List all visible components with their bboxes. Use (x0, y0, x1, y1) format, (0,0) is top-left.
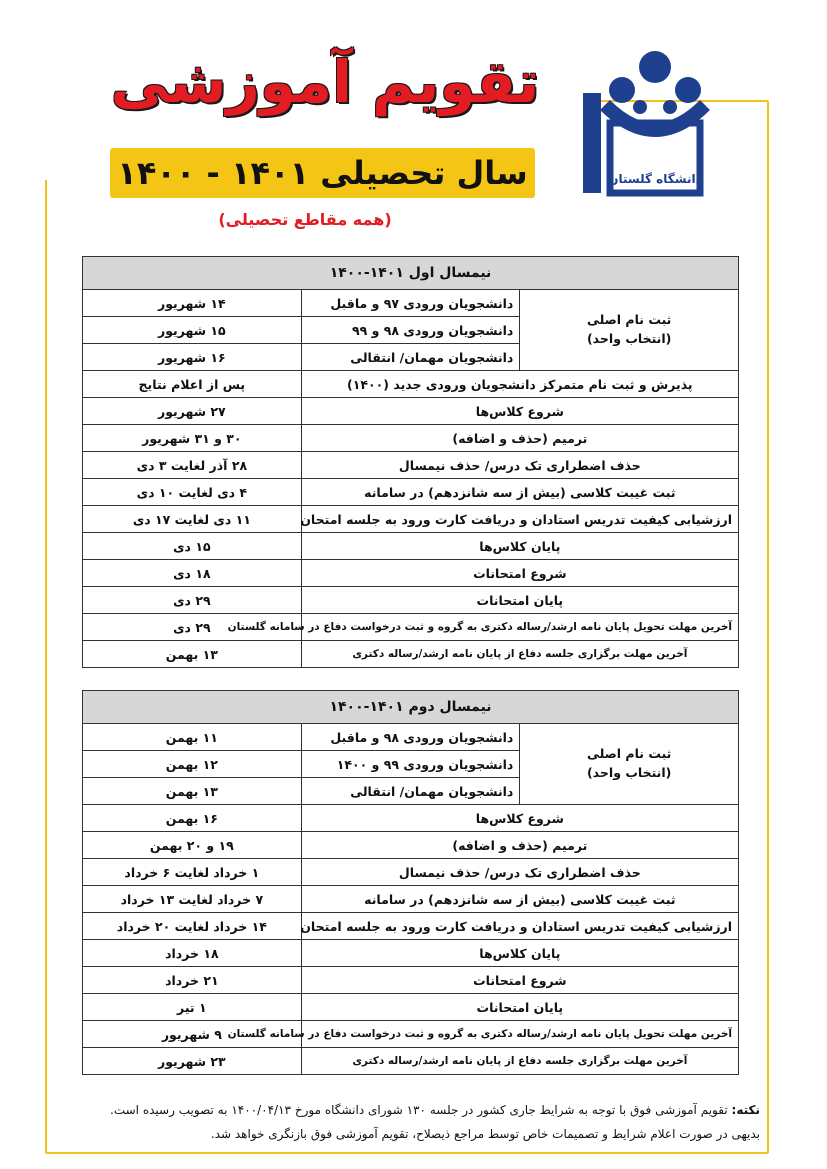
date-cell: ۴ دی لغایت ۱۰ دی (83, 479, 302, 506)
date-cell: ۱۲ بهمن (83, 751, 302, 778)
date-cell: ۱ خرداد لغایت ۶ خرداد (83, 859, 302, 886)
date-cell: ۱۴ شهریور (83, 290, 302, 317)
activity-cell: پایان امتحانات (301, 587, 738, 614)
date-cell: ۷ خرداد لغایت ۱۳ خرداد (83, 886, 302, 913)
table-row (83, 940, 739, 967)
table-row (83, 479, 739, 506)
activity-cell: ثبت غیبت کلاسی (بیش از سه شانزدهم) در سامانه (301, 886, 738, 913)
date-cell: ۱۶ شهریور (83, 344, 302, 371)
table-row (83, 859, 739, 886)
date-cell: ۱۹ و ۲۰ بهمن (83, 832, 302, 859)
activity-cell: دانشجویان مهمان/ انتقالی (301, 778, 520, 805)
date-cell: ۲۷ شهریور (83, 398, 302, 425)
table-row (83, 614, 739, 641)
note-label: نکته: (731, 1103, 760, 1117)
activity-cell: شروع کلاس‌ها (301, 805, 738, 832)
date-cell: ۱۱ دی لغایت ۱۷ دی (83, 506, 302, 533)
table-row (83, 994, 739, 1021)
activity-cell: شروع کلاس‌ها (301, 398, 738, 425)
registration-label: ثبت نام اصلی (انتخاب واحد) (520, 724, 739, 805)
activity-cell: دانشجویان مهمان/ انتقالی (301, 344, 520, 371)
date-cell: ۱۳ بهمن (83, 641, 302, 668)
registration-label: ثبت نام اصلی (انتخاب واحد) (520, 290, 739, 371)
activity-cell: دانشجویان ورودی ۹۸ و ماقبل (301, 724, 520, 751)
academic-year-banner: سال تحصیلی ۱۴۰۱ - ۱۴۰۰ (110, 148, 535, 198)
activity-cell: ترمیم (حذف و اضافه) (301, 425, 738, 452)
activity-cell: حذف اضطراری تک درس/ حذف نیمسال (301, 452, 738, 479)
table-row (83, 724, 739, 751)
table-row (83, 913, 739, 940)
date-cell: ۲۹ دی (83, 587, 302, 614)
table-row (83, 371, 739, 398)
semester-2-title: نیمسال دوم ۱۴۰۱-۱۴۰۰ (83, 691, 739, 724)
date-cell: ۲۳ شهریور (83, 1048, 302, 1075)
table-row (83, 425, 739, 452)
footnote (110, 1098, 760, 1146)
university-logo (580, 45, 730, 195)
date-cell: ۱۸ دی (83, 560, 302, 587)
activity-cell: پایان کلاس‌ها (301, 533, 738, 560)
activity-cell: آخرین مهلت برگزاری جلسه دفاع از پایان نامه ارشد/رساله دکتری (301, 1048, 738, 1075)
table-row (83, 1048, 739, 1075)
date-cell: پس از اعلام نتایج (83, 371, 302, 398)
semester-1-table (82, 256, 739, 668)
date-cell: ۱۶ بهمن (83, 805, 302, 832)
table-row (83, 886, 739, 913)
date-cell: ۲۱ خرداد (83, 967, 302, 994)
logo-text: دانشگاه گلستان (608, 172, 702, 186)
date-cell: ۳۰ و ۳۱ شهریور (83, 425, 302, 452)
semester-1-title: نیمسال اول ۱۴۰۱-۱۴۰۰ (83, 257, 739, 290)
activity-cell: شروع امتحانات (301, 560, 738, 587)
activity-cell: ارزشیابی کیفیت تدریس استادان و دریافت کارت ورود به جلسه امتحان (301, 506, 738, 533)
table-row (83, 533, 739, 560)
table-row (83, 506, 739, 533)
table-row (83, 290, 739, 317)
date-cell: ۱۳ بهمن (83, 778, 302, 805)
table-row (83, 1021, 739, 1048)
table-row (83, 805, 739, 832)
activity-cell: شروع امتحانات (301, 967, 738, 994)
date-cell: ۱۵ شهریور (83, 317, 302, 344)
table-row (83, 641, 739, 668)
semester-2-table (82, 690, 739, 1075)
activity-cell: آخرین مهلت تحویل پایان نامه ارشد/رساله دکتری به گروه و ثبت درخواست دفاع در سامانه گلستان (301, 614, 738, 641)
activity-cell: ترمیم (حذف و اضافه) (301, 832, 738, 859)
activity-cell: پذیرش و ثبت نام متمرکز دانشجویان ورودی جدید (۱۴۰۰) (301, 371, 738, 398)
date-cell: ۱۵ دی (83, 533, 302, 560)
activity-cell: پایان کلاس‌ها (301, 940, 738, 967)
date-cell: ۱۸ خرداد (83, 940, 302, 967)
note-text: تقویم آموزشی فوق با توجه به شرایط جاری کشور در جلسه ۱۳۰ شورای دانشگاه مورخ ۱۴۰۰/۰۴/۱۳ به تصویب رسیده است. بدیهی در صورت اعلام شرایط و تصمیمات خاص توسط مراجع ذیصلاح، تقویم آموزشی فوق بازنگری خواهد شد. (110, 1103, 760, 1141)
date-cell: ۱۱ بهمن (83, 724, 302, 751)
table-row (83, 560, 739, 587)
all-levels-subtitle: (همه مقاطع تحصیلی) (218, 210, 392, 229)
activity-cell: حذف اضطراری تک درس/ حذف نیمسال (301, 859, 738, 886)
table-row (83, 452, 739, 479)
activity-cell: ثبت غیبت کلاسی (بیش از سه شانزدهم) در سامانه (301, 479, 738, 506)
activity-cell: دانشجویان ورودی ۹۸ و ۹۹ (301, 317, 520, 344)
table-row (83, 587, 739, 614)
activity-cell: پایان امتحانات (301, 994, 738, 1021)
date-cell: ۲۹ دی (83, 614, 302, 641)
activity-cell: آخرین مهلت تحویل پایان نامه ارشد/رساله دکتری به گروه و ثبت درخواست دفاع در سامانه گلستان (301, 1021, 738, 1048)
table-row (83, 398, 739, 425)
date-cell: ۹ شهریور (83, 1021, 302, 1048)
activity-cell: آخرین مهلت برگزاری جلسه دفاع از پایان نامه ارشد/رساله دکتری (301, 641, 738, 668)
activity-cell: دانشجویان ورودی ۹۹ و ۱۴۰۰ (301, 751, 520, 778)
date-cell: ۱ تیر (83, 994, 302, 1021)
date-cell: ۱۴ خرداد لغایت ۲۰ خرداد (83, 913, 302, 940)
date-cell: ۲۸ آذر لغایت ۳ دی (83, 452, 302, 479)
page-title: تقویم آموزشی (110, 48, 540, 116)
table-row (83, 832, 739, 859)
activity-cell: دانشجویان ورودی ۹۷ و ماقبل (301, 290, 520, 317)
table-row (83, 967, 739, 994)
activity-cell: ارزشیابی کیفیت تدریس استادان و دریافت کارت ورود به جلسه امتحان (301, 913, 738, 940)
